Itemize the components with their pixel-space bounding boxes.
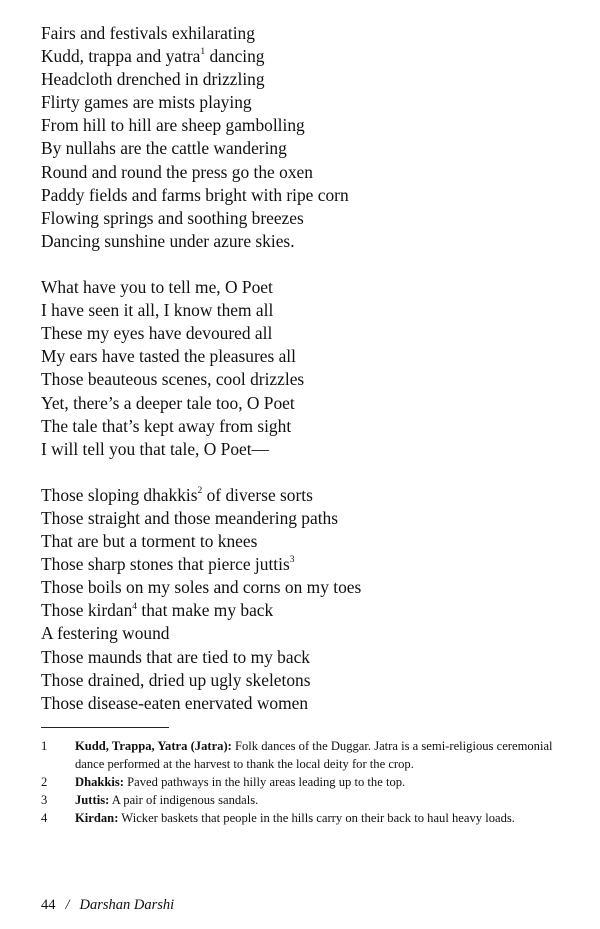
line-text: Those sharp stones that pierce juttis bbox=[41, 554, 290, 575]
poem-line: Paddy fields and farms bright with ripe corn bbox=[41, 184, 349, 205]
footnote-body bbox=[75, 809, 561, 827]
footnote-marker: 3 bbox=[289, 555, 295, 566]
poem-line bbox=[41, 599, 581, 622]
poem-line: I have seen it all, I know them all bbox=[41, 300, 274, 321]
poem bbox=[41, 22, 581, 715]
poem-line bbox=[41, 553, 581, 576]
poem-line: Dancing sunshine under azure skies. bbox=[41, 230, 295, 251]
footnote-term: Kirdan: bbox=[75, 811, 119, 825]
stanza-3 bbox=[41, 484, 581, 715]
poem-line: These my eyes have devoured all bbox=[41, 323, 273, 344]
footnote-text: Wicker baskets that people in the hills carry on their back to haul heavy loads. bbox=[118, 811, 515, 825]
footnote-term: Dhakkis: bbox=[75, 775, 124, 789]
footnote-term: Kudd, Trappa, Yatra (Jatra): bbox=[75, 739, 232, 753]
line-text: Those kirdan bbox=[41, 600, 133, 621]
stanza-break bbox=[41, 253, 581, 276]
poem-line: Those drained, dried up ugly skeletons bbox=[41, 669, 311, 690]
footnote-number: 4 bbox=[41, 811, 48, 825]
line-text: of diverse sorts bbox=[202, 484, 313, 505]
poem-line: Those boils on my soles and corns on my toes bbox=[41, 577, 362, 598]
stanza-1 bbox=[41, 22, 581, 253]
poem-line: Flirty games are mists playing bbox=[41, 92, 252, 113]
poem-line: Those maunds that are tied to my back bbox=[41, 646, 310, 667]
line-text: Those sloping dhakkis bbox=[41, 484, 198, 505]
poem-line: Fairs and festivals exhilarating bbox=[41, 23, 255, 43]
footnote-body bbox=[75, 791, 561, 809]
footnote-body bbox=[75, 773, 561, 791]
poem-line: Yet, there’s a deeper tale too, O Poet bbox=[41, 392, 295, 413]
footnote-number: 1 bbox=[41, 739, 48, 753]
footnote-number: 3 bbox=[41, 793, 48, 807]
footnote-body bbox=[75, 737, 561, 773]
poem-line: A festering wound bbox=[41, 623, 170, 644]
page-footer bbox=[41, 897, 174, 914]
running-author: Darshan Darshi bbox=[79, 897, 175, 913]
footnotes bbox=[41, 737, 561, 827]
footnote-term: Juttis: bbox=[75, 793, 110, 807]
poem-line: The tale that’s kept away from sight bbox=[41, 415, 292, 436]
footer-separator: / bbox=[65, 897, 70, 913]
poem-line: Flowing springs and soothing breezes bbox=[41, 207, 304, 228]
poem-line: Headcloth drenched in drizzling bbox=[41, 69, 265, 90]
poem-line: Round and round the press go the oxen bbox=[41, 161, 313, 182]
stanza-2 bbox=[41, 276, 581, 461]
stanza-break bbox=[41, 461, 581, 484]
footnote-number: 2 bbox=[41, 775, 48, 789]
poem-line: I will tell you that tale, O Poet— bbox=[41, 438, 269, 459]
poem-line: That are but a torment to knees bbox=[41, 531, 258, 552]
line-text: Kudd, trappa and yatra bbox=[41, 46, 201, 67]
page-number: 44 bbox=[41, 897, 56, 913]
footnote-text: A pair of indigenous sandals. bbox=[109, 793, 259, 807]
footnote-marker: 4 bbox=[132, 601, 138, 612]
poem-line: From hill to hill are sheep gambolling bbox=[41, 115, 305, 136]
footnote-text: Paved pathways in the hilly areas leading up to the top. bbox=[124, 775, 406, 789]
footnote bbox=[41, 809, 561, 827]
footnote-text: Folk dances of the Duggar. Jatra is a semi-religious ceremonial dance performed at the harvest to thank the local deity for the crop. bbox=[75, 739, 553, 771]
footnote-marker: 2 bbox=[197, 486, 203, 497]
footnote-divider bbox=[41, 727, 169, 728]
poem-line: My ears have tasted the pleasures all bbox=[41, 346, 296, 367]
footnote bbox=[41, 737, 561, 773]
poem-line bbox=[41, 45, 581, 68]
line-text: that make my back bbox=[137, 600, 274, 621]
poem-line: Those beauteous scenes, cool drizzles bbox=[41, 369, 305, 390]
poem-line: Those disease-eaten enervated women bbox=[41, 692, 309, 713]
poem-line: What have you to tell me, O Poet bbox=[41, 277, 273, 298]
footnote-marker: 1 bbox=[200, 47, 206, 58]
poem-line: By nullahs are the cattle wandering bbox=[41, 138, 287, 159]
poem-line: Those straight and those meandering paths bbox=[41, 507, 339, 528]
line-text: dancing bbox=[205, 46, 265, 67]
footnote bbox=[41, 791, 561, 809]
poem-line bbox=[41, 484, 581, 507]
footnote bbox=[41, 773, 561, 791]
